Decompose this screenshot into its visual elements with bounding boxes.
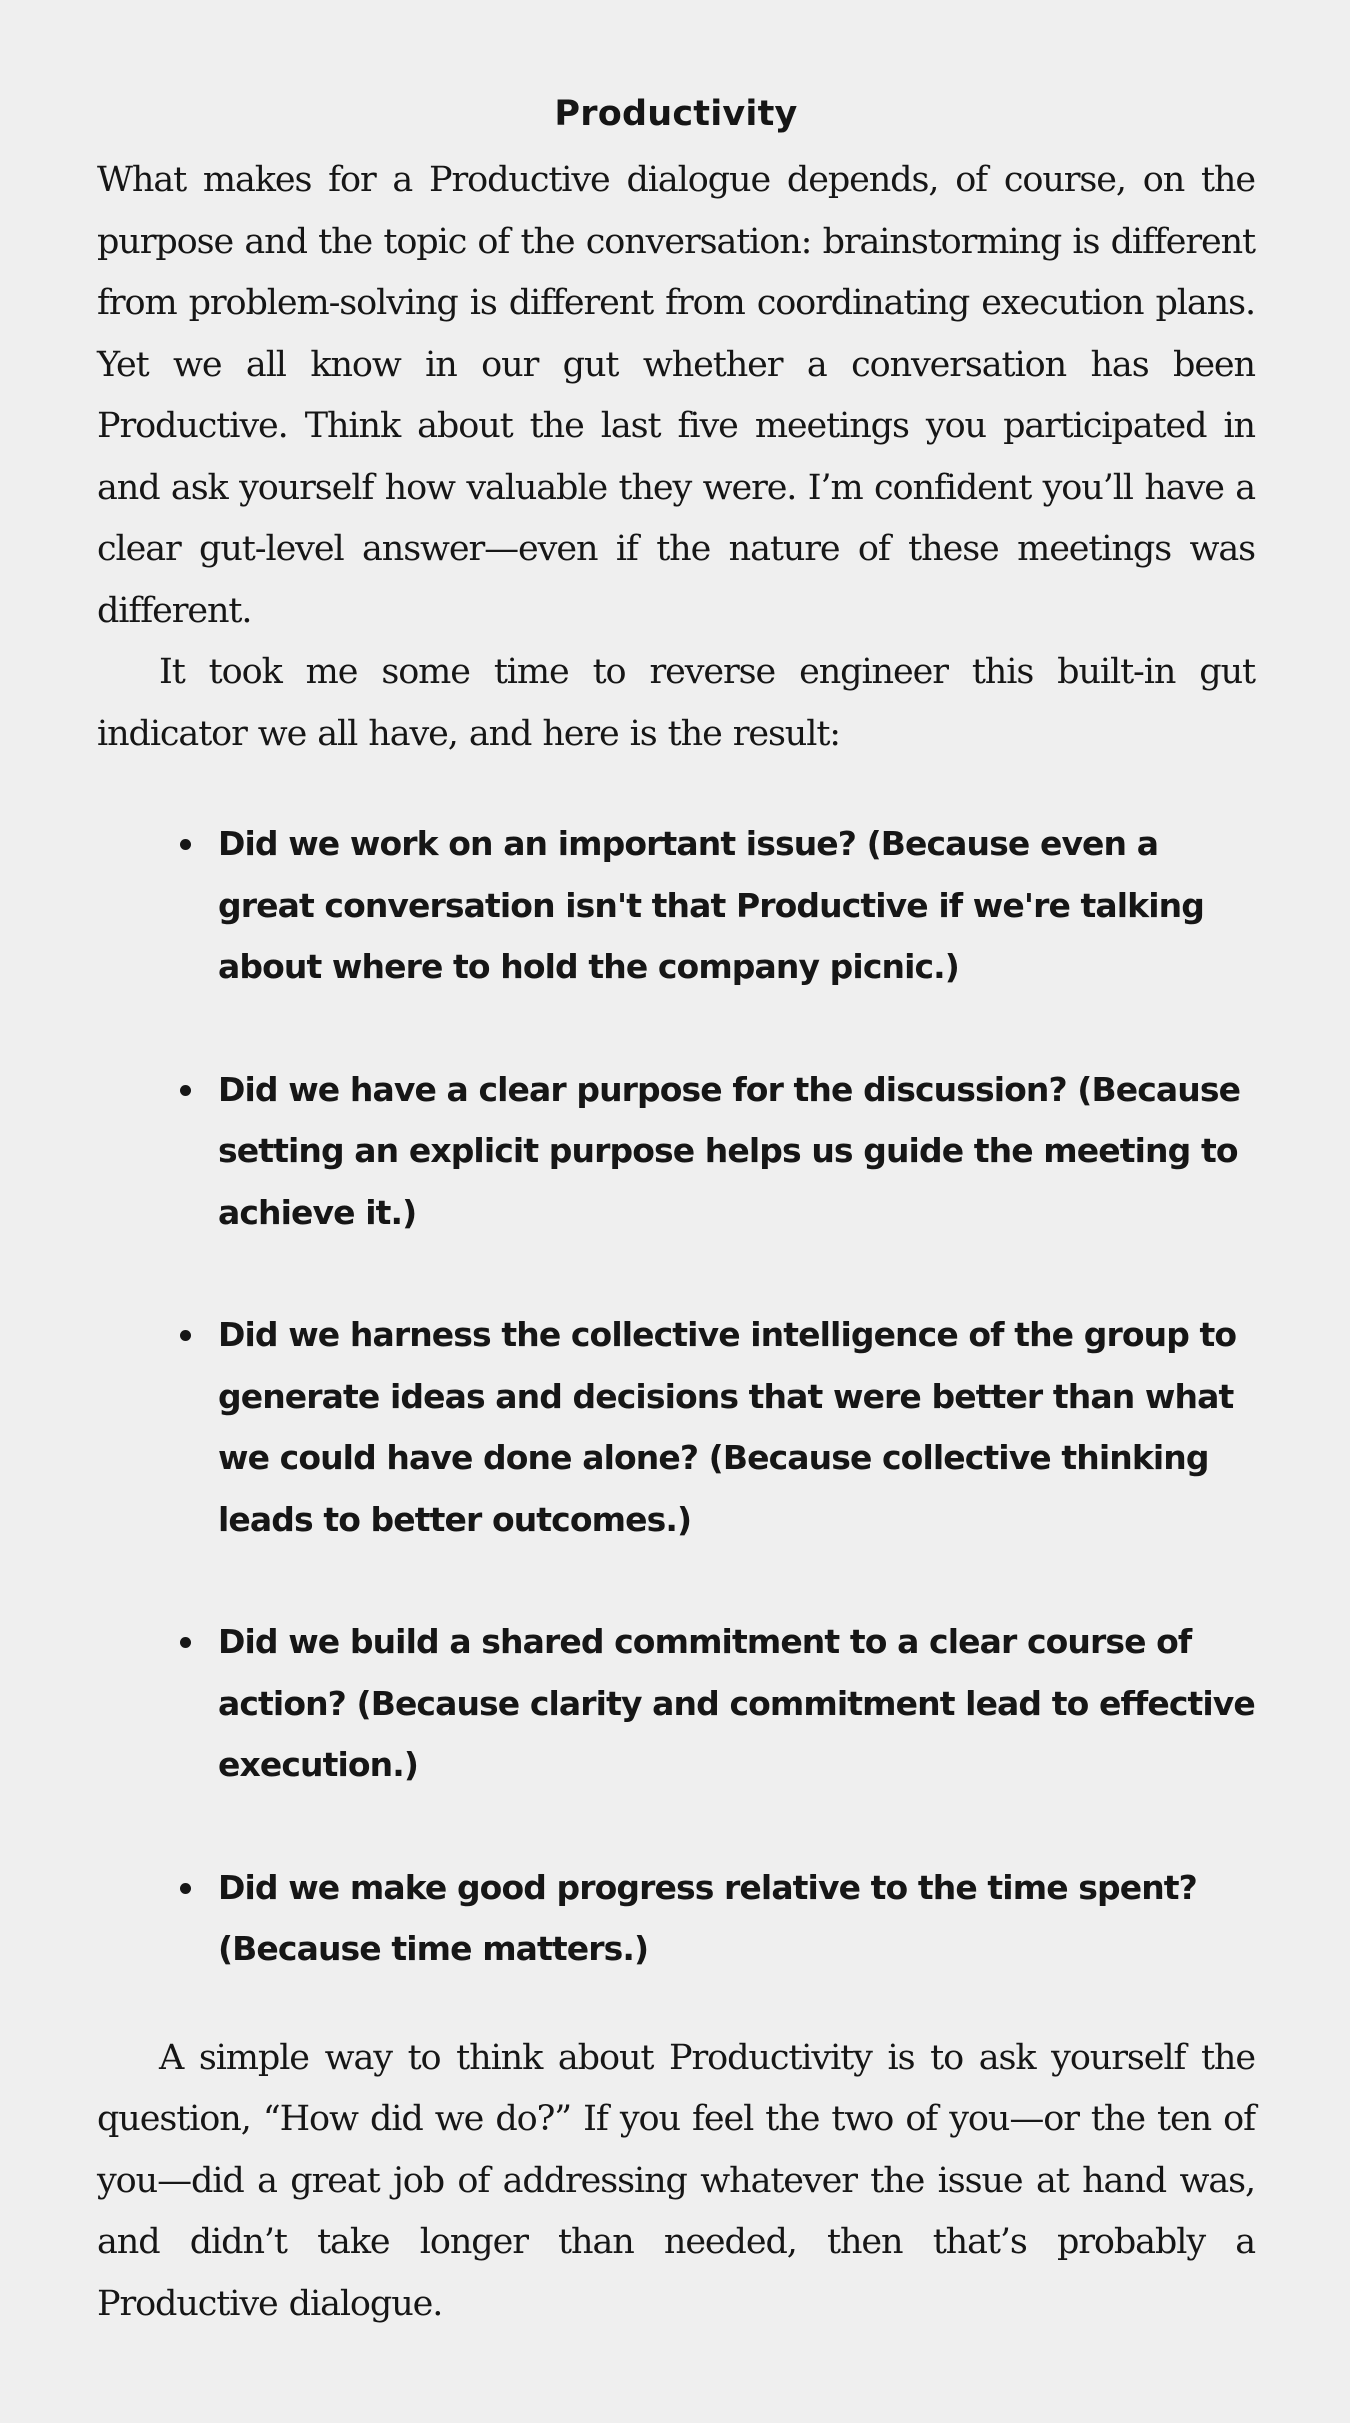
checklist-item — [97, 1857, 1255, 1980]
book-page — [97, 84, 1255, 2335]
bullet-icon — [180, 839, 191, 850]
checklist-item-text: Did we build a shared commitment to a clear course of action? (Because clarity and commitment lead to effective execution.) — [218, 1622, 1255, 1784]
bullet-icon — [180, 1883, 191, 1894]
checklist-item — [97, 1304, 1255, 1550]
bullet-icon — [180, 1085, 191, 1096]
checklist-item — [97, 1611, 1255, 1796]
checklist — [97, 813, 1255, 1980]
checklist-item-text: Did we harness the collective intelligence of the group to generate ideas and decisions that were better than what we could have done alone? (Because collective thinking leads to better outcomes.) — [218, 1315, 1237, 1539]
section-heading: Productivity — [554, 94, 798, 134]
checklist-item — [97, 1059, 1255, 1244]
checklist-item — [97, 813, 1255, 998]
checklist-item-text: Did we make good progress relative to the time spent? (Because time matters.) — [218, 1867, 1197, 1968]
checklist-item-text: Did we have a clear purpose for the discussion? (Because setting an explicit purpose helps us guide the meeting to achieve it.) — [218, 1069, 1241, 1232]
closing-paragraph: A simple way to think about Productivity is to ask yourself the question, “How did we do?” If you feel the two of you—or the ten of you—did a great job of addressing whatever the issue at hand was, and didn’t take longer than needed, then that’s probably a Productive dialogue. — [97, 2037, 1255, 2324]
checklist-item-text: Did we work on an important issue? (Because even a great conversation isn't that Productive if we're talking about where to hold the company picnic.) — [218, 824, 1204, 986]
bullet-icon — [180, 1330, 191, 1341]
lead-in-paragraph: It took me some time to reverse engineer this built-in gut indicator we all have, and here is the result: — [97, 652, 1255, 754]
intro-paragraph: What makes for a Productive dialogue depends, of course, on the purpose and the topic of the conversation: brainstorming is different from problem-solving is different from coordinating execution plans. Yet we all know in our gut whether a conversation has been Productive. Think about the last five meetings you participated in and ask yourself how valuable they were. I’m confident you’ll have a clear gut-level answer—even if the nature of these meetings was different. — [97, 160, 1255, 631]
bullet-icon — [180, 1637, 191, 1648]
